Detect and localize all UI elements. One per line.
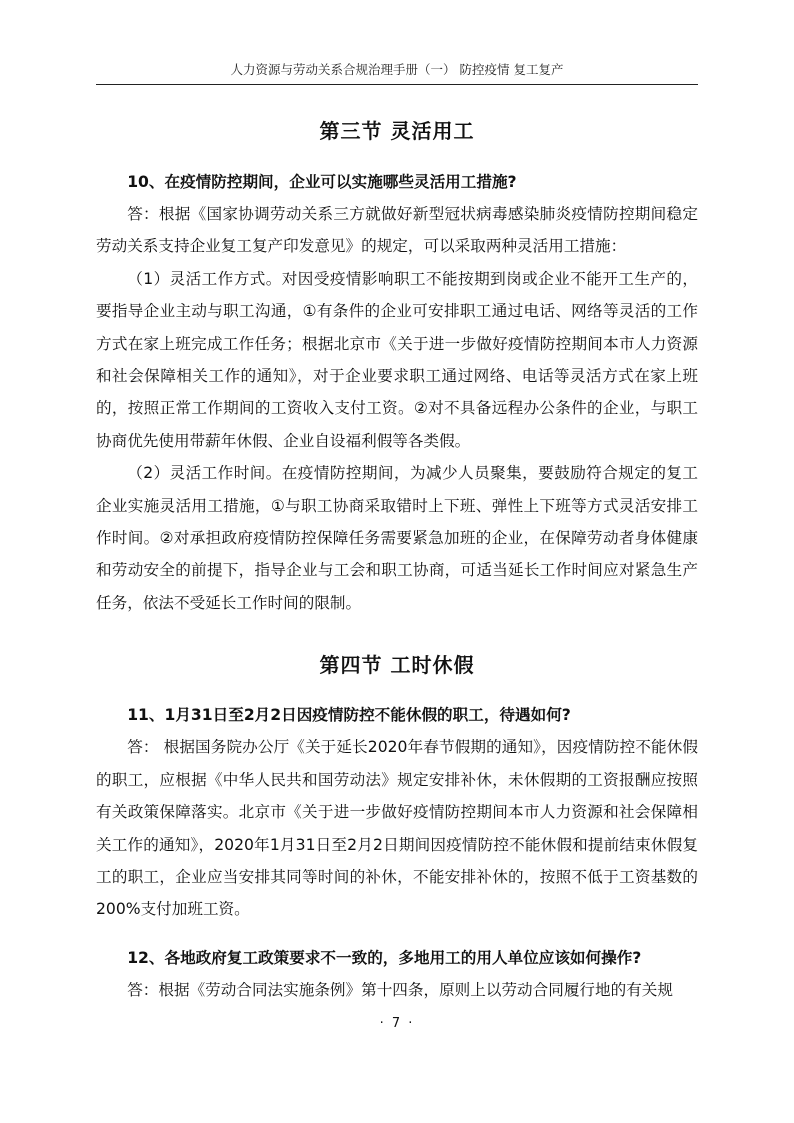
question-heading: 12、各地政府复工政策要求不一致的，多地用工的用人单位应该如何操作? [127,948,642,967]
answer-paragraph: 答：根据《国家协调劳动关系三方就做好新型冠状病毒感染肺炎疫情防控期间稳定劳动关系支持企业复工复产印发意见》的规定，可以采取两种灵活用工措施： [96,205,698,256]
page-content [96,112,698,1006]
header-rule [96,84,698,85]
running-header: 人力资源与劳动关系合规治理手册（一） 防控疫情 复工复产 [230,62,564,77]
answer-paragraph: 答： 根据国务院办公厅《关于延长2020年春节假期的通知》，因疫情防控不能休假的职工，应根据《中华人民共和国劳动法》规定安排补休，未休假期的工资报酬应按照有关政策保障落实。北京市《关于进一步做好疫情防控期间本市人力资源和社会保障相关工作的通知》，2020年1月31日至2月2日期间因疫情防控不能休假和提前结束休假复工的职工，企业应当安排其同等时间的补休，不能安排补休的，按照不低于工资基数的200%支付加班工资。 [96,738,698,919]
question-heading: 11、1月31日至2月2日因疫情防控不能休假的职工，待遇如何? [127,706,571,725]
page-number: · 7 · [379,1016,415,1031]
body-paragraph: （1）灵活工作方式。对因受疫情影响职工不能按期到岗或企业不能开工生产的，要指导企业主动与职工沟通，①有条件的企业可安排职工通过电话、网络等灵活的工作方式在家上班完成工作任务；根据北京市《关于进一步做好疫情防控期间本市人力资源和社会保障相关工作的通知》，对于企业要求职工通过网络、电话等灵活方式在家上班的，按照正常工作期间的工资收入支付工资。②对不具备远程办公条件的企业，与职工协商优先使用带薪年休假、企业自设福利假等各类假。 [96,269,698,450]
section-title: 第四节 工时休假 [319,653,475,678]
section-title: 第三节 灵活用工 [319,119,475,143]
body-paragraph: （2）灵活工作时间。在疫情防控期间，为减少人员聚集，要鼓励符合规定的复工企业实施灵活用工措施，①与职工协商采取错时上下班、弹性上下班等方式灵活安排工作时间。②对承担政府疫情防控保障任务需要紧急加班的企业，在保障劳动者身体健康和劳动安全的前提下，指导企业与工会和职工协商，可适当延长工作时间应对紧急生产任务，依法不受延长工作时间的限制。 [96,464,698,612]
answer-paragraph: 答：根据《劳动合同法实施条例》第十四条，原则上以劳动合同履行地的有关规 [127,980,673,999]
question-heading: 10、在疫情防控期间，企业可以实施哪些灵活用工措施? [127,173,517,191]
